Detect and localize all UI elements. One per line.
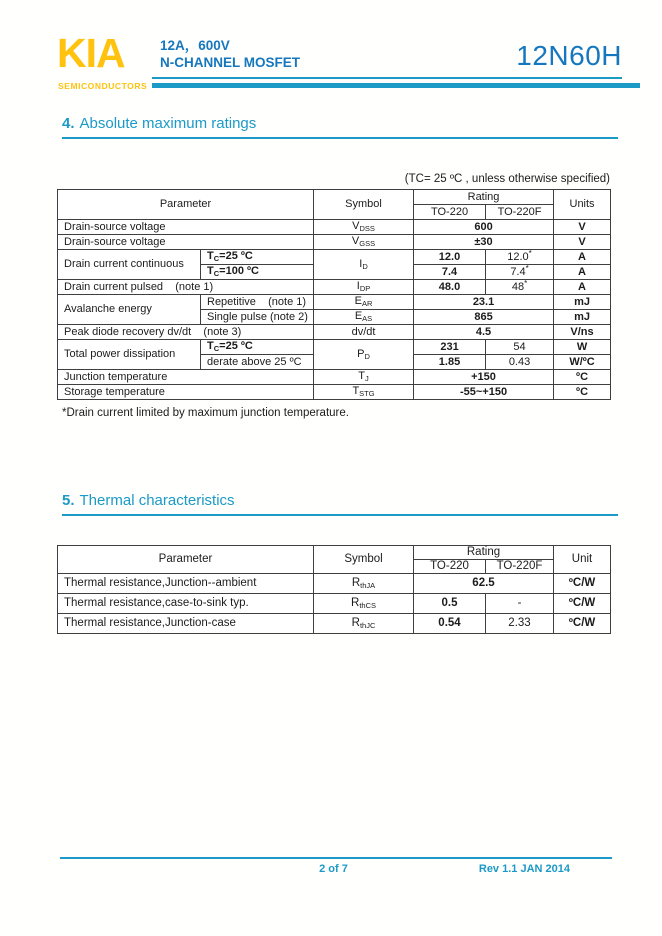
symbol-cell: [314, 325, 414, 340]
symbol-subscript: thCS: [359, 600, 376, 610]
unit-cell: A: [554, 250, 611, 265]
footnote-marker: *: [525, 264, 529, 274]
param-cell: Avalanche energy: [58, 295, 201, 325]
unit-cell: A: [554, 280, 611, 295]
table-row: [58, 295, 611, 310]
rating-to220f-cell: -: [486, 594, 554, 614]
rating-to220f-cell: [486, 250, 554, 265]
symbol-cell: [314, 250, 414, 280]
symbol-cell: [314, 614, 414, 634]
symbol-base: V: [351, 235, 360, 248]
param-cell: Drain current pulsed (note 1): [58, 280, 314, 295]
rating-value: 48: [511, 281, 525, 294]
rating-to220-cell: 231: [414, 340, 486, 355]
param-cell: Drain-source voltage: [58, 220, 314, 235]
param-cell: Drain current continuous: [58, 250, 201, 280]
logo-subtitle: SEMICONDUCTORS: [58, 81, 148, 91]
symbol-cell: [314, 385, 414, 400]
col-header-to220f: TO-220F: [486, 205, 554, 220]
unit-cell: V: [554, 235, 611, 250]
col-header-unit: Unit: [554, 546, 611, 574]
table-row: [58, 385, 611, 400]
symbol-cell: [314, 310, 414, 325]
kia-logo: KIA: [57, 30, 125, 76]
revision-label: Rev 1.1 JAN 2014: [478, 863, 570, 875]
condition-cell: Single pulse (note 2): [201, 310, 314, 325]
param-cell: Drain-source voltage: [58, 235, 314, 250]
symbol-cell: [314, 340, 414, 370]
rating-cell: ±30: [414, 235, 554, 250]
condition-text: T: [207, 250, 214, 263]
symbol-cell: [314, 574, 414, 594]
param-cell: Total power dissipation: [58, 340, 201, 370]
header-rule-thick: [152, 83, 640, 88]
section4-title: Absolute maximum ratings: [79, 115, 257, 132]
page-number: 2 of 7: [319, 863, 348, 875]
table-footnote: *Drain current limited by maximum junction temperature.: [62, 407, 349, 419]
table-row: [58, 220, 611, 235]
header-rule-thin: [152, 77, 622, 79]
col-header-rating: Rating: [414, 190, 554, 205]
param-cell: Thermal resistance,Junction--ambient: [58, 574, 314, 594]
symbol-cell: [314, 594, 414, 614]
table-row: [58, 280, 611, 295]
symbol-subscript: DSS: [359, 224, 375, 234]
symbol-subscript: DP: [359, 284, 371, 294]
unit-cell: V: [554, 220, 611, 235]
col-header-rating: Rating: [414, 546, 554, 560]
unit-cell: W: [554, 340, 611, 355]
symbol-cell: [314, 295, 414, 310]
section4-heading: [62, 115, 618, 139]
table-row: [58, 574, 611, 594]
table-row: [58, 325, 611, 340]
col-header-parameter: Parameter: [58, 190, 314, 220]
section5-heading: [62, 492, 618, 516]
condition-cell: derate above 25 ºC: [201, 355, 314, 370]
rating-cell: 23.1: [414, 295, 554, 310]
unit-cell: mJ: [554, 310, 611, 325]
unit-cell: ºC: [554, 385, 611, 400]
symbol-subscript: thJC: [359, 620, 376, 630]
param-cell: Junction temperature: [58, 370, 314, 385]
condition-text: =25 ºC: [219, 250, 253, 263]
condition-cell: [201, 340, 314, 355]
rating-to220-cell: 1.85: [414, 355, 486, 370]
rating-to220f-cell: 2.33: [486, 614, 554, 634]
unit-cell: ºC: [554, 370, 611, 385]
condition-text: T: [207, 265, 214, 278]
symbol-base: R: [351, 576, 361, 589]
symbol-base: R: [351, 596, 360, 609]
symbol-cell: [314, 280, 414, 295]
condition-text: =25 ºC: [219, 340, 253, 353]
rating-to220f-cell: [486, 265, 554, 280]
unit-cell: A: [554, 265, 611, 280]
col-header-symbol: Symbol: [314, 546, 414, 574]
device-summary: [160, 37, 300, 71]
symbol-base: E: [354, 295, 362, 308]
rating-to220-cell: 7.4: [414, 265, 486, 280]
condition-note: (TC= 25 ºC , unless otherwise specified): [404, 173, 610, 185]
symbol-base: V: [352, 220, 360, 233]
rating-to220f-cell: 54: [486, 340, 554, 355]
symbol-cell: [314, 220, 414, 235]
absolute-maximum-ratings-table: [57, 189, 611, 400]
unit-cell: ºC/W: [554, 614, 611, 634]
rating-cell: -55~+150: [414, 385, 554, 400]
unit-cell: V/ns: [554, 325, 611, 340]
symbol-subscript: D: [364, 351, 370, 361]
part-number: 12N60H: [516, 40, 622, 71]
rating-cell: 4.5: [414, 325, 554, 340]
table-header-row: [58, 546, 611, 560]
table-row: [58, 250, 611, 265]
symbol-subscript: GSS: [359, 239, 376, 249]
symbol-subscript: thJA: [360, 580, 376, 590]
section5-number: 5.: [62, 492, 75, 509]
col-header-to220: TO-220: [414, 205, 486, 220]
symbol-base: dv/dt: [351, 325, 376, 338]
table-row: [58, 594, 611, 614]
symbol-subscript: STG: [359, 389, 375, 399]
table-row: [58, 340, 611, 355]
symbol-subscript: D: [362, 261, 368, 271]
symbol-cell: [314, 370, 414, 385]
symbol-base: P: [357, 347, 365, 360]
symbol-base: E: [354, 310, 363, 323]
symbol-base: T: [358, 370, 365, 383]
symbol-base: I: [356, 280, 360, 293]
symbol-cell: [314, 235, 414, 250]
section5-title: Thermal characteristics: [79, 492, 235, 509]
rating-to220f-cell: [486, 280, 554, 295]
symbol-subscript: AR: [361, 299, 373, 309]
table-row: [58, 235, 611, 250]
symbol-base: T: [352, 385, 360, 398]
condition-text: T: [207, 340, 214, 353]
table-row: [58, 370, 611, 385]
rating-to220-cell: 12.0: [414, 250, 486, 265]
param-cell: Thermal resistance,case-to-sink typ.: [58, 594, 314, 614]
symbol-base: R: [351, 616, 360, 629]
condition-cell: [201, 265, 314, 280]
param-cell: Storage temperature: [58, 385, 314, 400]
table-row: [58, 614, 611, 634]
section4-number: 4.: [62, 115, 75, 132]
condition-subscript: C: [213, 269, 220, 279]
footer-rule: [60, 857, 612, 859]
col-header-to220: TO-220: [414, 560, 486, 574]
condition-cell: Repetitive (note 1): [201, 295, 314, 310]
unit-cell: ºC/W: [554, 574, 611, 594]
rating-cell: +150: [414, 370, 554, 385]
rating-value: 12.0: [507, 251, 529, 264]
footnote-marker: *: [524, 279, 528, 289]
rating-value: 7.4: [510, 266, 526, 279]
col-header-units: Units: [554, 190, 611, 220]
rating-to220-cell: 0.5: [414, 594, 486, 614]
unit-cell: W/ºC: [554, 355, 611, 370]
unit-cell: ºC/W: [554, 594, 611, 614]
thermal-characteristics-table: [57, 545, 611, 634]
param-cell: Thermal resistance,Junction-case: [58, 614, 314, 634]
unit-cell: mJ: [554, 295, 611, 310]
rating-to220-cell: 0.54: [414, 614, 486, 634]
condition-subscript: C: [213, 254, 220, 264]
condition-cell: [201, 250, 314, 265]
condition-subscript: C: [213, 344, 220, 354]
device-type-line: N-CHANNEL MOSFET: [160, 55, 300, 70]
table-header-row: [58, 190, 611, 205]
col-header-symbol: Symbol: [314, 190, 414, 220]
rating-cell: 600: [414, 220, 554, 235]
col-header-parameter: Parameter: [58, 546, 314, 574]
symbol-base: I: [359, 257, 363, 270]
rating-cell: 865: [414, 310, 554, 325]
rating-to220f-cell: 0.43: [486, 355, 554, 370]
param-cell: Peak diode recovery dv/dt (note 3): [58, 325, 314, 340]
device-rating-line: 12A，600V: [160, 38, 230, 53]
footnote-marker: *: [528, 249, 532, 259]
rating-to220-cell: 48.0: [414, 280, 486, 295]
condition-text: =100 ºC: [219, 265, 259, 278]
rating-cell: 62.5: [414, 574, 554, 594]
symbol-subscript: AS: [362, 314, 373, 324]
symbol-subscript: J: [365, 374, 369, 384]
col-header-to220f: TO-220F: [486, 560, 554, 574]
